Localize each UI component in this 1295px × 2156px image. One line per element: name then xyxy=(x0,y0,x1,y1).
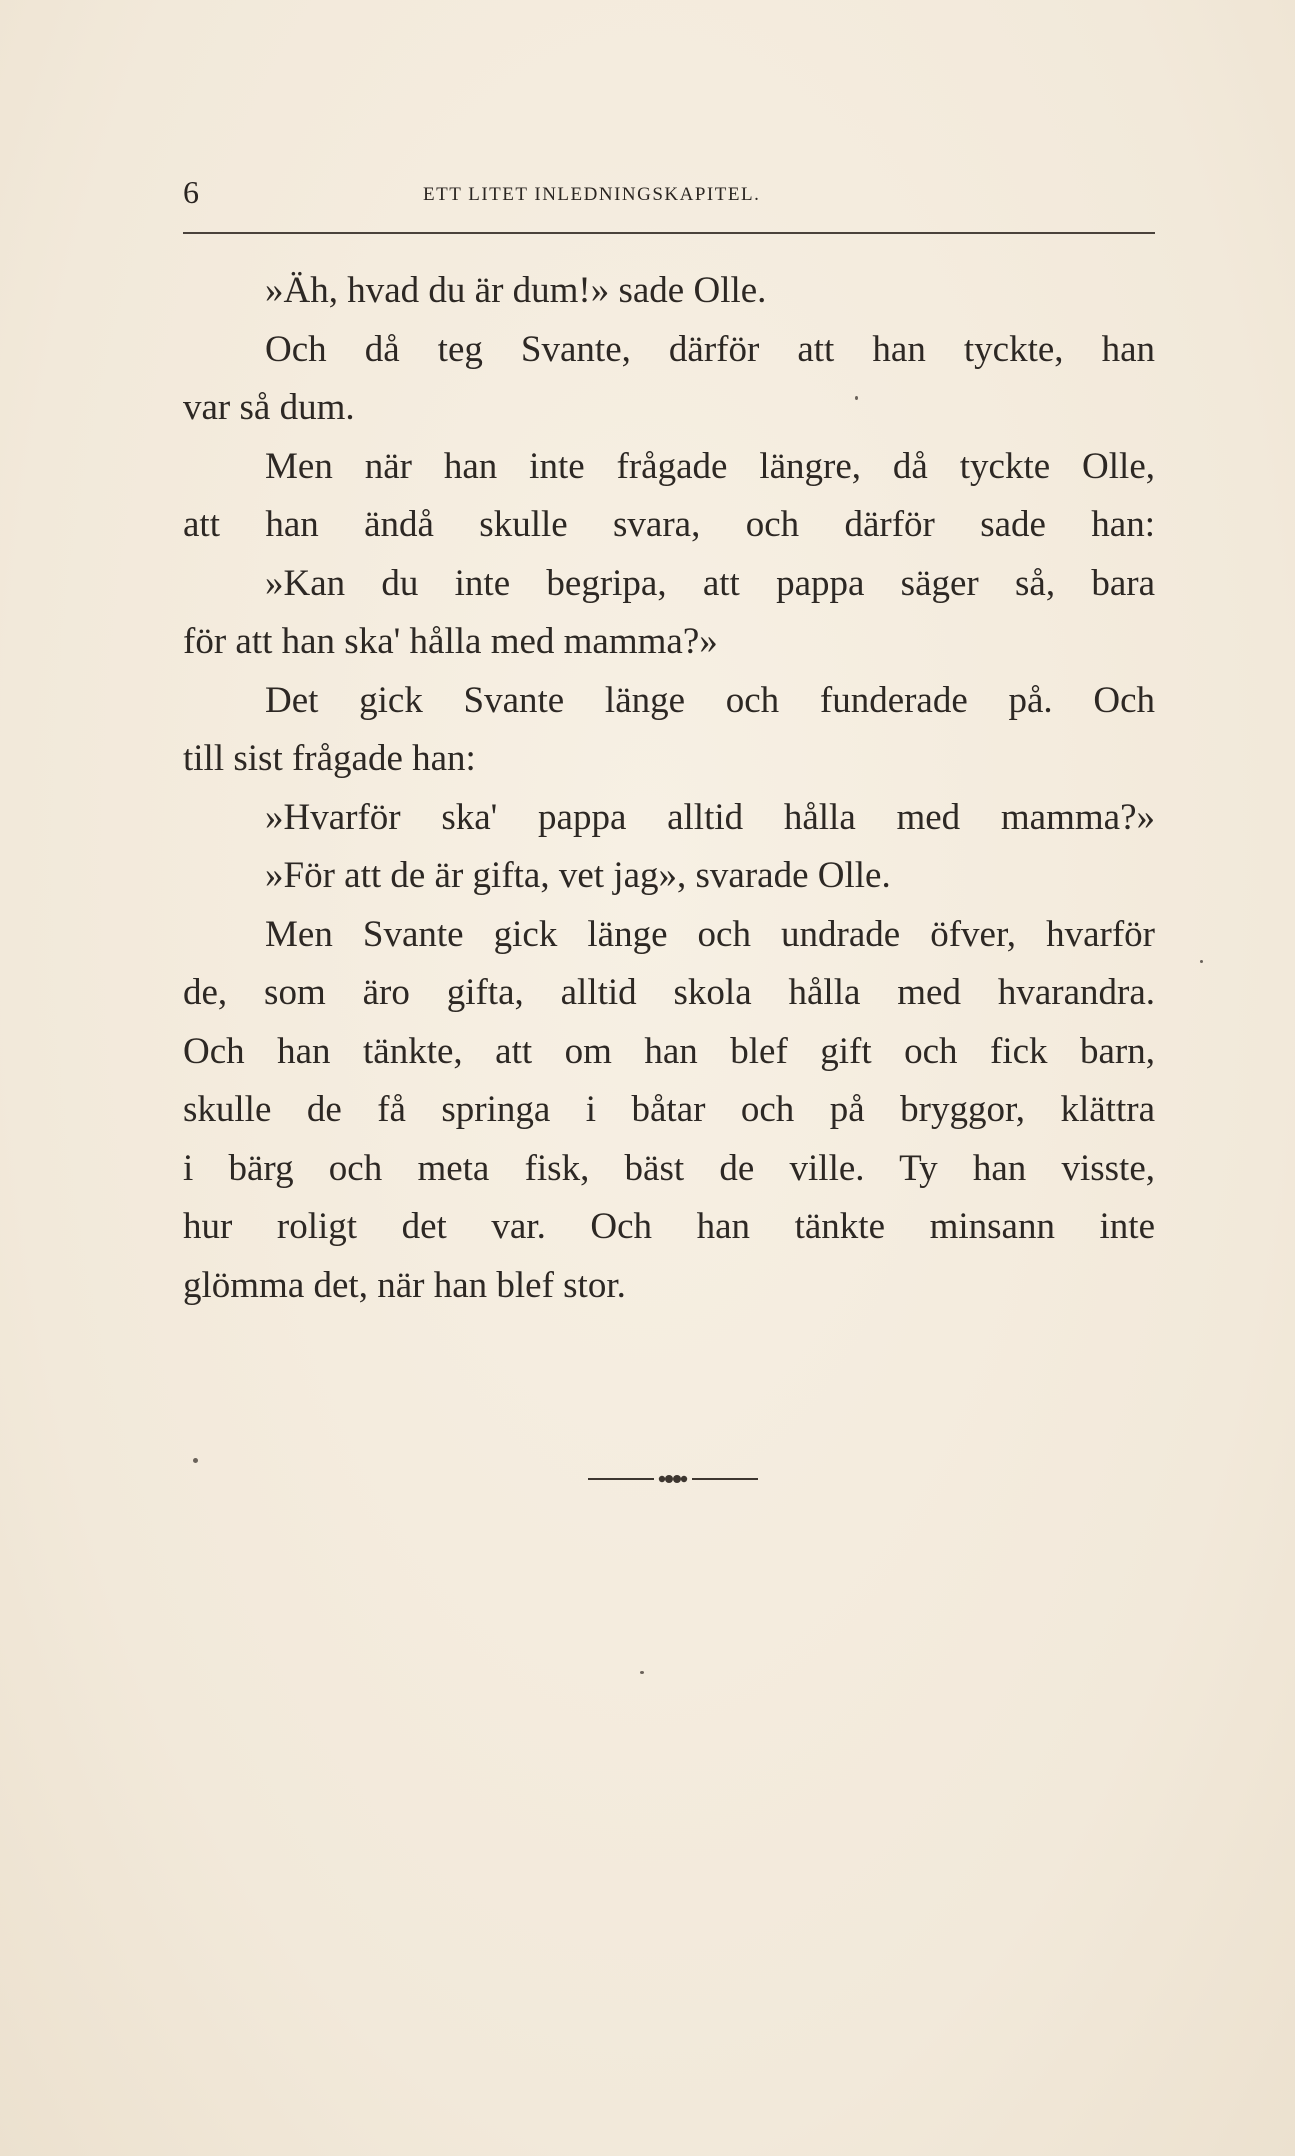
text-line: »Kan du inte begripa, att pappa säger så, bara xyxy=(265,562,1155,604)
paper-speck xyxy=(640,1671,644,1674)
text-line: för att han ska' hålla med mamma?» xyxy=(183,621,718,662)
text-line: skulle de få springa i båtar och på bryggor, klättra xyxy=(183,1089,1155,1130)
text-line: Och då teg Svante, därför att han tyckte, han xyxy=(265,328,1155,370)
text-line: att han ändå skulle svara, och därför sade han: xyxy=(183,504,1155,545)
text-line: hur roligt det var. Och han tänkte minsann inte xyxy=(183,1206,1155,1247)
text-line: Men Svante gick länge och undrade öfver, hvarför xyxy=(265,913,1155,955)
end-of-chapter-ornament xyxy=(588,1471,758,1487)
running-head: ETT LITET INLEDNINGSKAPITEL. xyxy=(423,184,761,205)
text-line: Men när han inte frågade längre, då tyckte Olle, xyxy=(265,445,1155,487)
text-line: »För att de är gifta, vet jag», svarade Olle. xyxy=(265,855,891,896)
page-number: 6 xyxy=(183,174,199,210)
paper-speck xyxy=(1200,960,1203,963)
page-header xyxy=(183,172,1153,222)
header-rule xyxy=(183,232,1155,234)
paper-speck xyxy=(855,396,858,400)
text-line: de, som äro gifta, alltid skola hålla med hvarandra. xyxy=(183,972,1155,1013)
paper-speck xyxy=(193,1458,198,1463)
body-text xyxy=(183,262,1155,1315)
ornament-knot-icon xyxy=(656,1473,690,1485)
text-line: i bärg och meta fisk, bäst de ville. Ty han visste, xyxy=(183,1147,1155,1189)
text-line: »Hvarför ska' pappa alltid hålla med mamma?» xyxy=(265,796,1155,838)
text-line: Och han tänkte, att om han blef gift och fick barn, xyxy=(183,1030,1155,1072)
text-line: Det gick Svante länge och funderade på. Och xyxy=(265,679,1155,721)
text-line: glömma det, när han blef stor. xyxy=(183,1264,626,1306)
ornament-right-rule xyxy=(692,1478,758,1480)
text-line: till sist frågade han: xyxy=(183,738,476,779)
text-line: »Äh, hvad du är dum!» sade Olle. xyxy=(265,270,767,311)
ornament-left-rule xyxy=(588,1478,654,1480)
text-line: var så dum. xyxy=(183,387,355,428)
